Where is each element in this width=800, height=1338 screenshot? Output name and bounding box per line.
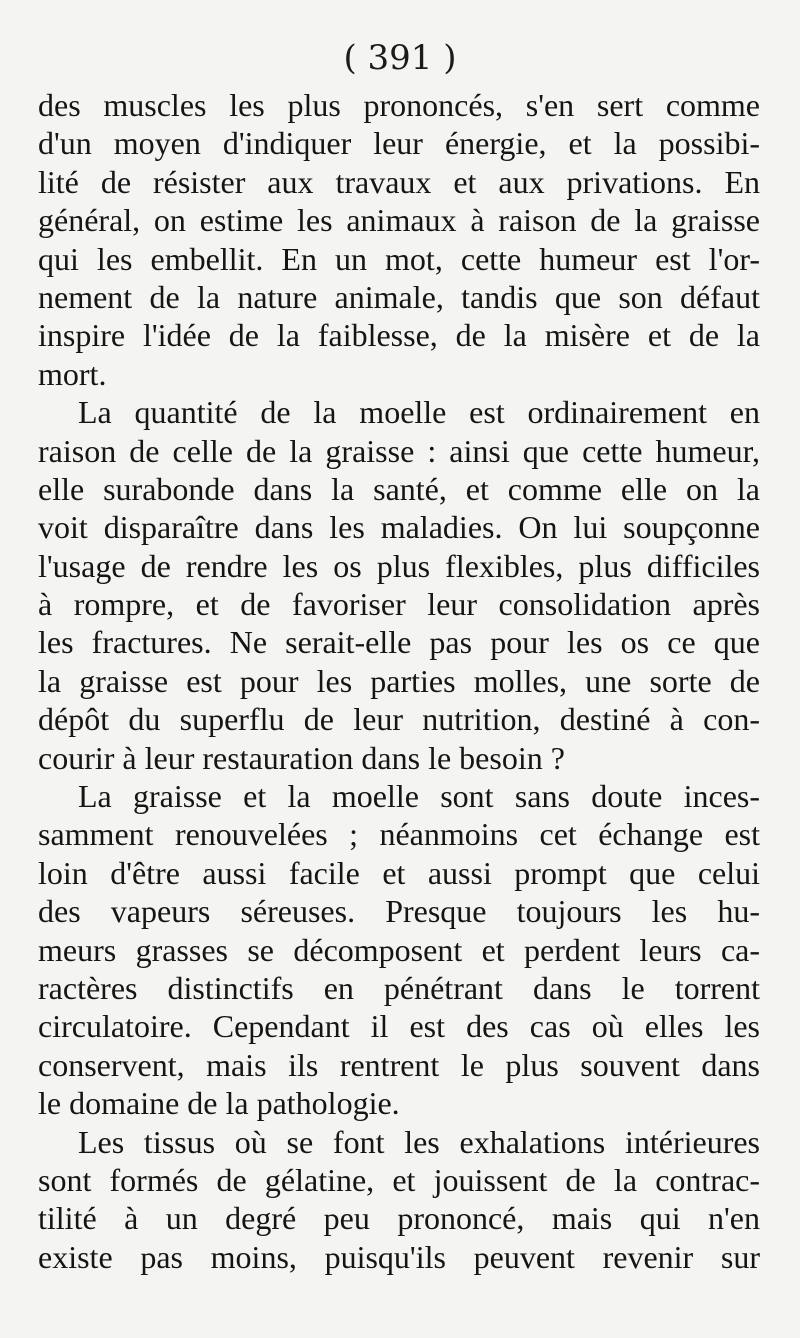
page-number: ( 391 ) <box>343 38 457 78</box>
text-line: lité de résister aux travaux et aux privations. En <box>38 163 760 200</box>
text-line: des muscles les plus prononcés, s'en sert comme <box>38 87 760 123</box>
text-line: La graisse et la moelle sont sans doute inces- <box>78 778 760 815</box>
text-line: loin d'être aussi facile et aussi prompt que celui <box>38 854 760 891</box>
text-line: les fractures. Ne serait-elle pas pour les os ce que <box>38 624 760 661</box>
text-line: tilité à un degré peu prononcé, mais qui n'en <box>38 1200 760 1237</box>
text-line: nement de la nature animale, tandis que son défaut <box>38 278 760 315</box>
text-line: inspire l'idée de la faiblesse, de la misère et de la <box>38 317 760 354</box>
text-line: le domaine de la pathologie. <box>38 1085 400 1122</box>
paragraph <box>38 393 760 777</box>
paragraph <box>38 1123 760 1277</box>
text-line: qui les embellit. En un mot, cette humeur est l'or- <box>38 240 760 277</box>
text-line: d'un moyen d'indiquer leur énergie, et la possibi- <box>38 125 760 162</box>
text-line: l'usage de rendre les os plus flexibles, plus difficiles <box>38 547 760 584</box>
text-line: La quantité de la moelle est ordinairement en <box>78 394 760 431</box>
text-line: courir à leur restauration dans le besoin ? <box>38 739 565 776</box>
paragraph <box>38 86 760 393</box>
text-line: sont formés de gélatine, et jouissent de la contrac- <box>38 1161 760 1198</box>
text-line: elle surabonde dans la santé, et comme elle on la <box>38 470 760 507</box>
text-line: Les tissus où se font les exhalations intérieures <box>78 1123 760 1160</box>
text-line: raison de celle de la graisse : ainsi que cette humeur, <box>38 432 760 469</box>
text-line: conservent, mais ils rentrent le plus souvent dans <box>38 1046 760 1083</box>
text-line: voit disparaître dans les maladies. On lui soupçonne <box>38 509 760 546</box>
text-line: à rompre, et de favoriser leur consolidation après <box>38 586 760 623</box>
text-line: meurs grasses se décomposent et perdent leurs ca- <box>38 931 760 968</box>
text-line: dépôt du superflu de leur nutrition, destiné à con- <box>38 701 760 738</box>
body-text <box>38 86 760 1276</box>
paragraph <box>38 777 760 1123</box>
text-line: la graisse est pour les parties molles, une sorte de <box>38 662 760 699</box>
text-line: samment renouvelées ; néanmoins cet échange est <box>38 816 760 853</box>
text-line: existe pas moins, puisqu'ils peuvent revenir sur <box>38 1238 760 1275</box>
text-line: circulatoire. Cependant il est des cas où elles les <box>38 1008 760 1045</box>
text-line: général, on estime les animaux à raison de la graisse <box>38 202 760 239</box>
text-line: mort. <box>38 355 107 392</box>
text-line: des vapeurs séreuses. Presque toujours les hu- <box>38 893 760 930</box>
text-line: ractères distinctifs en pénétrant dans le torrent <box>38 969 760 1006</box>
